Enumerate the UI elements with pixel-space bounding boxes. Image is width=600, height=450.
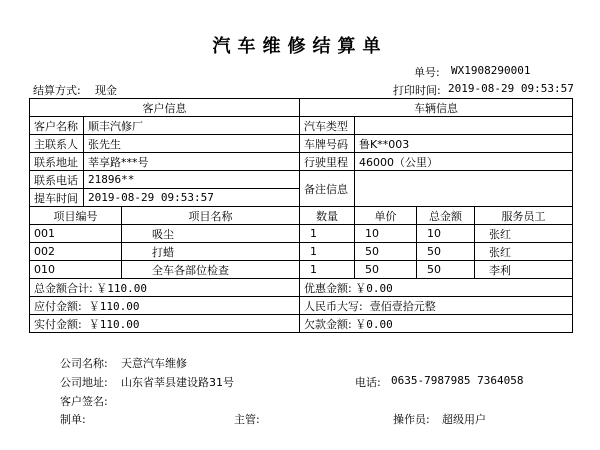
- item-name: 打蜡: [122, 243, 300, 261]
- item-total: 50: [417, 243, 475, 261]
- order-no: WX1908290001: [451, 64, 531, 77]
- owed-row: [300, 315, 573, 333]
- company-phone: 0635-7987985 7364058: [391, 374, 524, 387]
- item-total: 10: [417, 225, 475, 243]
- table-row: [30, 225, 573, 243]
- col-header-price: 单价: [355, 207, 417, 225]
- operator-label: 操作员:: [393, 413, 430, 426]
- item-price: 10: [355, 225, 417, 243]
- mileage: 46000（公里）: [355, 153, 573, 171]
- item-code: 001: [30, 225, 122, 243]
- customer-section-header: 客户信息: [30, 99, 300, 117]
- owed-value: ￥0.00: [355, 317, 393, 331]
- contact-label: 主联系人: [30, 135, 84, 153]
- pickup-time: 2019-08-29 09:53:57: [84, 189, 300, 207]
- remark-label: 备注信息: [300, 171, 355, 207]
- company-address-label: 公司地址:: [60, 376, 108, 389]
- remark: [355, 171, 573, 207]
- customer-sign-label: 客户签名:: [60, 395, 108, 408]
- item-code: 010: [30, 261, 122, 279]
- print-time: 2019-08-29 09:53:57: [448, 82, 574, 95]
- order-no-label: 单号:: [414, 66, 440, 79]
- company-address: 山东省莘县建设路31号: [121, 376, 234, 389]
- company-label: 公司名称:: [60, 357, 108, 370]
- discount-value: ￥0.00: [355, 281, 393, 295]
- rmb-value: 壹佰壹拾元整: [369, 299, 436, 313]
- company-phone-label: 电话:: [355, 376, 381, 389]
- customer-name: 顺丰汽修厂: [84, 117, 300, 135]
- rmb-label: 人民币大写:: [304, 299, 363, 313]
- company-name: 天意汽车维修: [121, 357, 187, 370]
- document-title: 汽车维修结算单: [212, 36, 388, 57]
- manager-label: 主管:: [234, 413, 260, 426]
- item-qty: 1: [300, 243, 355, 261]
- pay-method: 现金: [95, 84, 117, 97]
- table-row: [30, 243, 573, 261]
- sum-label: 总金额合计:: [34, 281, 93, 295]
- discount-label: 优惠金额:: [304, 281, 352, 295]
- settlement-table: [29, 98, 573, 333]
- owed-label: 欠款金额:: [304, 317, 352, 331]
- item-staff: 李利: [475, 261, 573, 279]
- sum-row: [30, 279, 300, 297]
- pay-method-label: 结算方式:: [33, 84, 81, 97]
- paid-label: 实付金额:: [34, 317, 82, 331]
- phone-label: 联系电话: [30, 171, 84, 189]
- item-qty: 1: [300, 225, 355, 243]
- col-header-qty: 数量: [300, 207, 355, 225]
- paid-row: [30, 315, 300, 333]
- mileage-label: 行驶里程: [300, 153, 355, 171]
- item-code: 002: [30, 243, 122, 261]
- discount-row: [300, 279, 573, 297]
- item-qty: 1: [300, 261, 355, 279]
- pickup-label: 提车时间: [30, 189, 84, 207]
- address: 莘享路***号: [84, 153, 300, 171]
- phone: 21896**: [84, 171, 300, 189]
- vehicle-type: [355, 117, 573, 135]
- paid-value: ￥110.00: [88, 317, 140, 331]
- rmb-row: [300, 297, 573, 315]
- table-row: [30, 261, 573, 279]
- col-header-code: 项目编号: [30, 207, 122, 225]
- vehicle-type-label: 汽车类型: [300, 117, 355, 135]
- payable-row: [30, 297, 300, 315]
- plate-label: 车牌号码: [300, 135, 355, 153]
- item-price: 50: [355, 243, 417, 261]
- item-staff: 张红: [475, 243, 573, 261]
- item-total: 50: [417, 261, 475, 279]
- payable-value: ￥110.00: [88, 299, 140, 313]
- col-header-staff: 服务员工: [475, 207, 573, 225]
- item-name: 吸尘: [122, 225, 300, 243]
- print-time-label: 打印时间:: [393, 84, 441, 97]
- payable-label: 应付金额:: [34, 299, 82, 313]
- contact: 张先生: [84, 135, 300, 153]
- item-staff: 张红: [475, 225, 573, 243]
- vehicle-section-header: 车辆信息: [300, 99, 573, 117]
- plate: 鲁K**003: [355, 135, 573, 153]
- col-header-total: 总金额: [417, 207, 475, 225]
- address-label: 联系地址: [30, 153, 84, 171]
- sum-value: ￥110.00: [96, 281, 147, 295]
- item-price: 50: [355, 261, 417, 279]
- col-header-name: 项目名称: [122, 207, 300, 225]
- operator-name: 超级用户: [442, 413, 486, 426]
- item-name: 全车各部位检查: [122, 261, 300, 279]
- maker-label: 制单:: [60, 413, 86, 426]
- customer-name-label: 客户名称: [30, 117, 84, 135]
